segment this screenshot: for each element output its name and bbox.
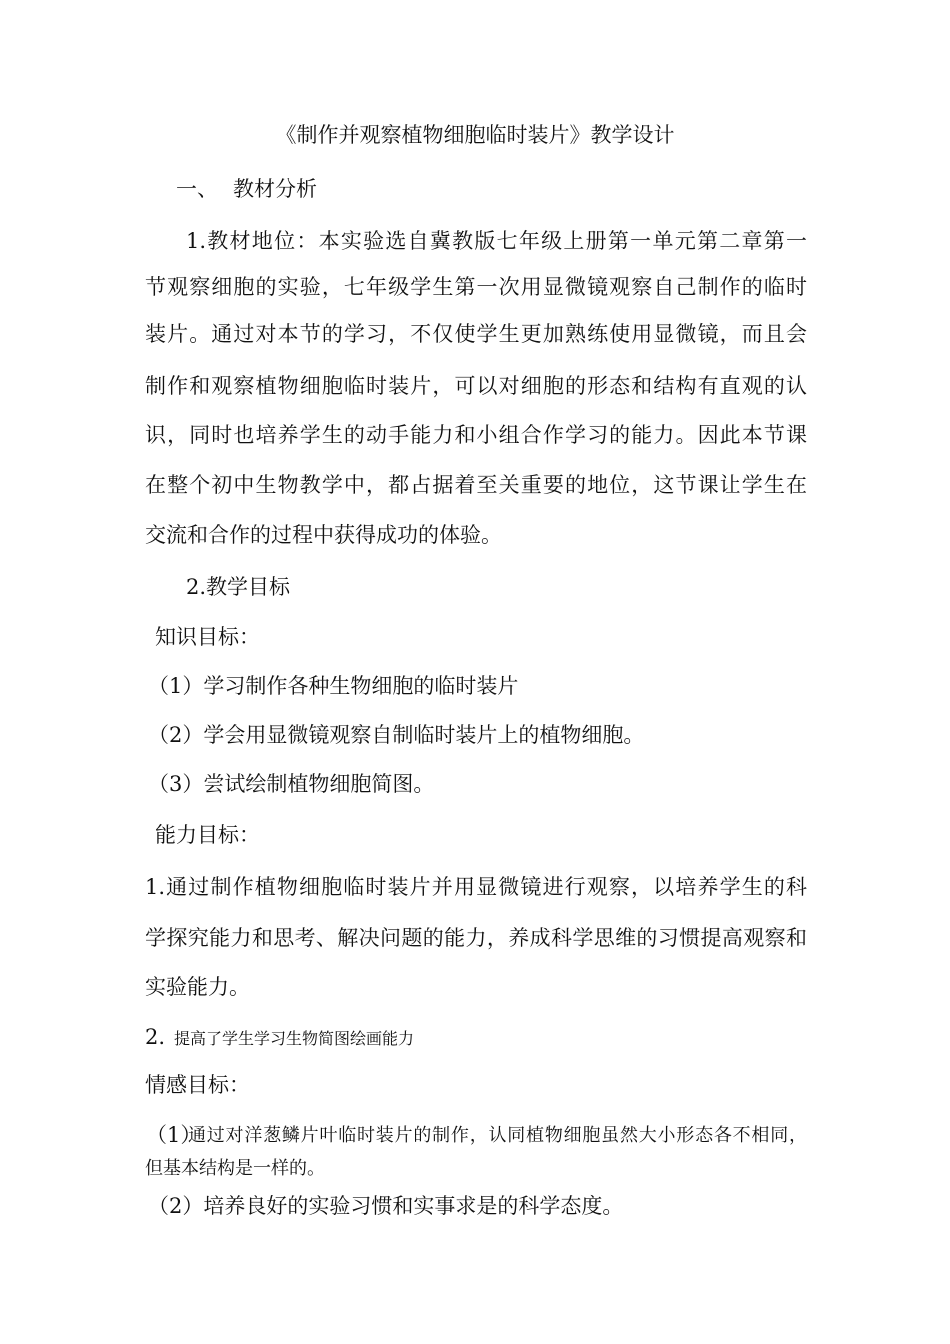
- ability-item-line: 学探究能力和思考、解决问题的能力，养成科学思维的习惯提高观察和: [145, 926, 807, 950]
- section-number: 一、: [176, 177, 218, 201]
- ability-item-number: 2.: [145, 1025, 166, 1049]
- document-title: 《制作并观察植物细胞临时装片》教学设计: [275, 123, 675, 147]
- knowledge-heading: 知识目标：: [155, 625, 260, 649]
- paragraph-line: 装片。通过对本节的学习，不仅使学生更加熟练使用显微镜，而且会: [145, 322, 807, 346]
- knowledge-item: （1）学习制作各种生物细胞的临时装片: [148, 674, 519, 698]
- ability-item-text: 提高了学生学习生物简图绘画能力: [174, 1029, 415, 1048]
- emotion-item: （2）培养良好的实验习惯和实事求是的科学态度。: [148, 1194, 624, 1218]
- paragraph-line: 识，同时也培养学生的动手能力和小组合作学习的能力。因此本节课: [145, 423, 807, 447]
- section-heading: 教材分析: [233, 177, 317, 201]
- knowledge-item: （3）尝试绘制植物细胞简图。: [148, 772, 435, 796]
- emotion-heading: 情感目标：: [145, 1073, 250, 1097]
- goals-heading: 2.教学目标: [186, 575, 291, 599]
- emotion-item-number: （1）: [146, 1123, 202, 1147]
- paragraph-line: 节观察细胞的实验，七年级学生第一次用显微镜观察自己制作的临时: [145, 275, 807, 299]
- paragraph-line: 制作和观察植物细胞临时装片，可以对细胞的形态和结构有直观的认: [145, 374, 807, 398]
- paragraph-line: 交流和合作的过程中获得成功的体验。: [145, 523, 502, 547]
- ability-heading: 能力目标：: [155, 823, 260, 847]
- paragraph-line: 在整个初中生物教学中，都占据着至关重要的地位，这节课让学生在: [145, 473, 807, 497]
- ability-item-line: 1.通过制作植物细胞临时装片并用显微镜进行观察，以培养学生的科: [145, 875, 807, 899]
- knowledge-item: （2）学会用显微镜观察自制临时装片上的植物细胞。: [148, 723, 645, 747]
- paragraph-line: 1.教材地位：本实验选自冀教版七年级上册第一单元第二章第一: [186, 229, 807, 253]
- emotion-item-text: 但基本结构是一样的。: [145, 1158, 325, 1179]
- ability-item-line: 实验能力。: [145, 975, 250, 999]
- emotion-item-text: 通过对洋葱鳞片叶临时装片的制作，认同植物细胞虽然大小形态各不相同，: [188, 1125, 807, 1146]
